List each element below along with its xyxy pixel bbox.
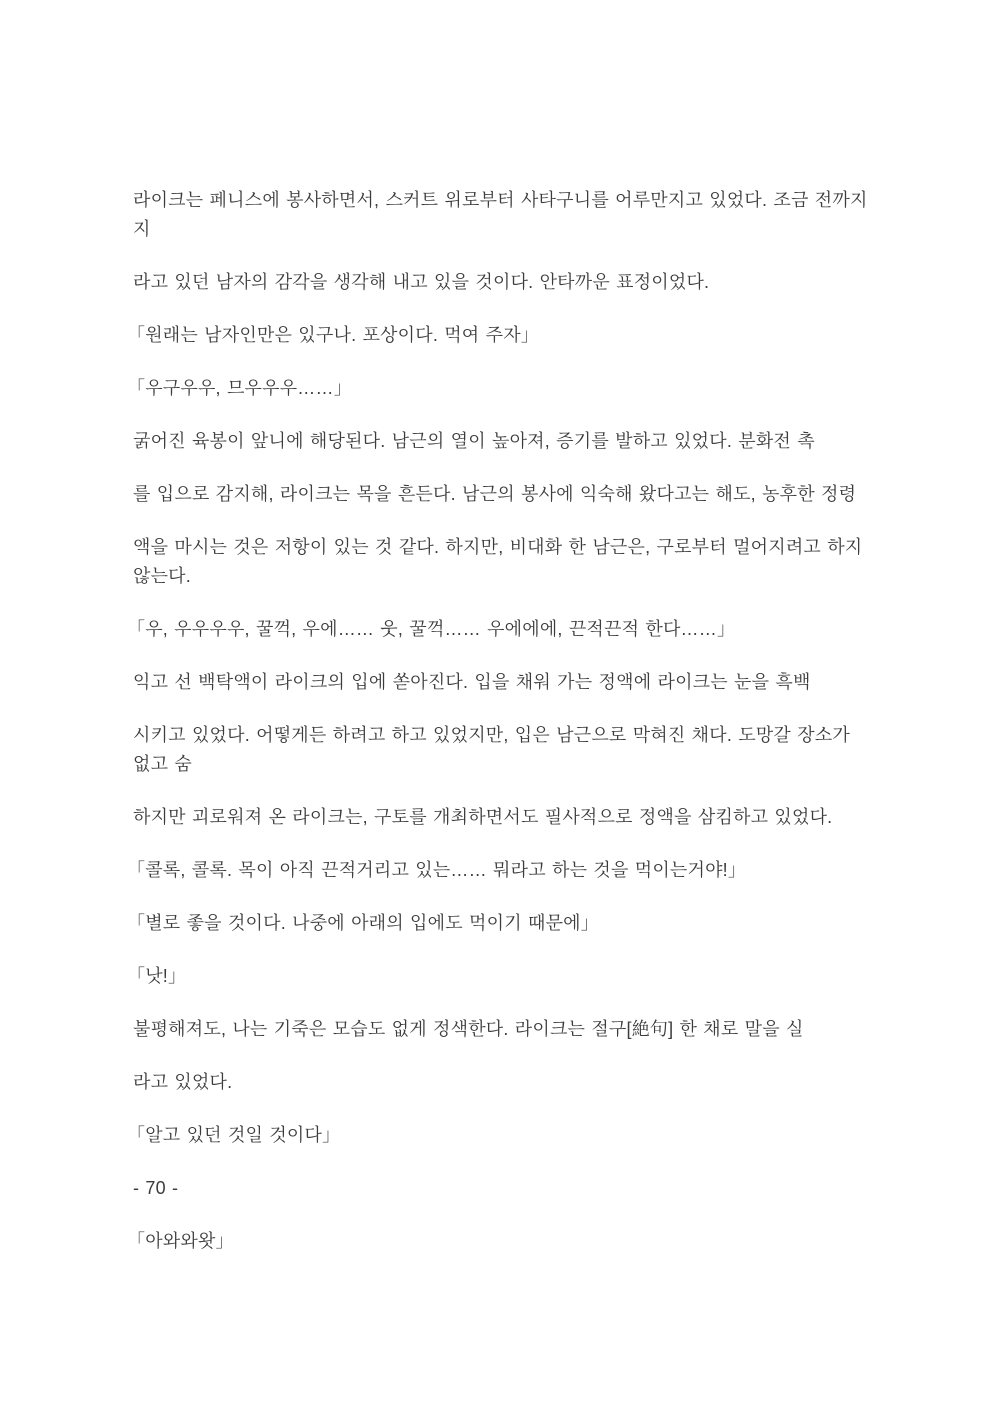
- dialogue-line: [127, 856, 902, 885]
- dialogue-line: [127, 1121, 902, 1150]
- paragraph: [133, 1015, 902, 1044]
- dialogue-line: [127, 374, 902, 403]
- text-line: 라고 있었다.: [133, 1072, 233, 1092]
- text-line: 굵어진 육봉이 앞니에 해당된다. 남근의 열이 높아져, 증기를 발하고 있었다. 분화전 촉: [133, 431, 815, 451]
- text-line: 않는다.: [133, 566, 191, 586]
- text-line: 라고 있던 남자의 감각을 생각해 내고 있을 것이다. 안타까운 표정이었다.: [133, 272, 710, 292]
- text-line: 「원래는 남자인만은 있구나. 포상이다. 먹여 주자」: [127, 325, 539, 345]
- text-line: 지: [133, 219, 151, 239]
- paragraph: [133, 668, 902, 697]
- text-line: 하지만 괴로워져 온 라이크는, 구토를 개최하면서도 필사적으로 정액을 삼킴하고 있었다.: [133, 807, 833, 827]
- text-line: 없고 숨: [133, 754, 192, 774]
- text-line: 불평해져도, 나는 기죽은 모습도 없게 정색한다. 라이크는 절구[絶句] 한 채로 말을 실: [133, 1019, 804, 1039]
- text-line: 액을 마시는 것은 저항이 있는 것 같다. 하지만, 비대화 한 남근은, 구로부터 멀어지려고 하지: [133, 537, 863, 557]
- text-line: 익고 선 백탁액이 라이크의 입에 쏟아진다. 입을 채워 가는 정액에 라이크는 눈을 흑백: [133, 672, 811, 692]
- text-line: 「낫!」: [127, 966, 187, 986]
- text-line: 시키고 있었다. 어떻게든 하려고 하고 있었지만, 입은 남근으로 막혀진 채다. 도망갈 장소가: [133, 725, 850, 745]
- paragraph: [133, 1068, 902, 1097]
- dialogue-line: [127, 615, 902, 644]
- page-number: [133, 1174, 902, 1203]
- paragraph: [133, 721, 902, 779]
- paragraph: [133, 268, 902, 297]
- text-line: 「콜록, 콜록. 목이 아직 끈적거리고 있는…… 뭐라고 하는 것을 먹이는거야!」: [127, 860, 747, 880]
- paragraph: [133, 186, 902, 244]
- text-line: 「알고 있던 것일 것이다」: [127, 1125, 341, 1145]
- paragraph: [133, 480, 902, 509]
- document-content: [127, 186, 902, 1280]
- dialogue-line: [127, 962, 902, 991]
- text-line: 라이크는 페니스에 봉사하면서, 스커트 위로부터 사타구니를 어루만지고 있었다. 조금 전까지: [133, 190, 868, 210]
- text-line: - 70 -: [133, 1178, 179, 1198]
- text-line: 「우구우우, 므우우우……」: [127, 378, 352, 398]
- text-line: 「우, 우우우우, 꿀꺽, 우에…… 웃, 꿀꺽…… 우에에에, 끈적끈적 한다……」: [127, 619, 736, 639]
- dialogue-line: [127, 1227, 902, 1256]
- text-line: 「별로 좋을 것이다. 나중에 아래의 입에도 먹이기 때문에」: [127, 913, 599, 933]
- paragraph: [133, 533, 902, 591]
- text-line: 「아와와왓」: [127, 1231, 234, 1251]
- text-line: 를 입으로 감지해, 라이크는 목을 흔든다. 남근의 봉사에 익숙해 왔다고는 해도, 농후한 정령: [133, 484, 857, 504]
- paragraph: [133, 427, 902, 456]
- paragraph: [133, 803, 902, 832]
- dialogue-line: [127, 321, 902, 350]
- dialogue-line: [127, 909, 902, 938]
